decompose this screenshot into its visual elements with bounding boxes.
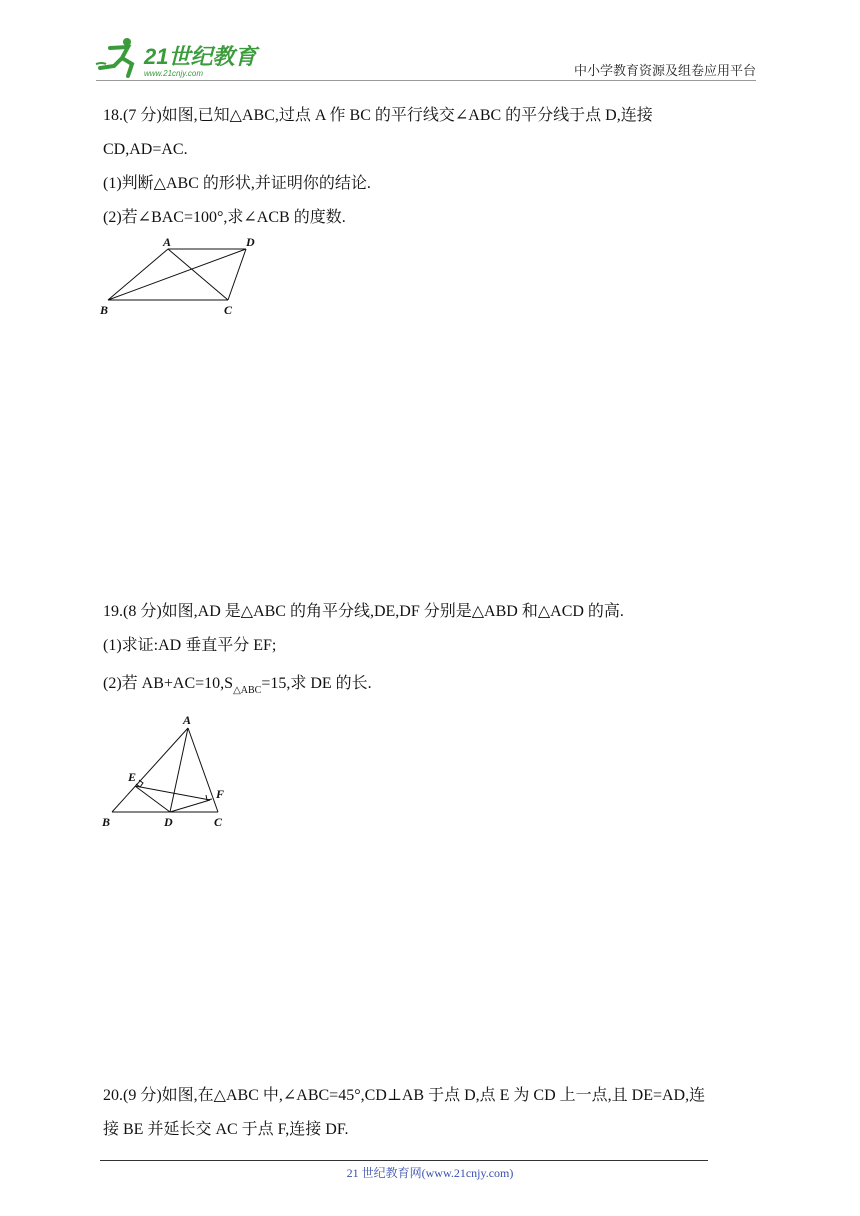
- label-a: A: [183, 713, 192, 727]
- footer-text: 21 世纪教育网(www.21cnjy.com): [346, 1166, 514, 1180]
- q18-figure: [96, 232, 266, 322]
- label-c: C: [224, 303, 233, 317]
- segment-ab: [112, 728, 188, 812]
- segment-ef: [135, 786, 210, 800]
- q19-stem: 19.(8 分)如图,AD 是△ABC 的角平分线,DE,DF 分别是△ABD 和△ACD 的高.: [103, 603, 624, 620]
- q20-stem-line1: 20.(9 分)如图,在△ABC 中,∠ABC=45°,CD⊥AB 于点 D,点 E 为 CD 上一点,且 DE=AD,连: [103, 1087, 706, 1104]
- q19-part2: [103, 674, 372, 701]
- right-angle-f-icon: [206, 795, 212, 800]
- q19-part1: (1)求证:AD 垂直平分 EF;: [103, 637, 277, 654]
- footer-divider: [100, 1160, 708, 1161]
- segment-ab: [108, 249, 168, 300]
- label-b: B: [100, 303, 109, 317]
- q20-stem-line2: 接 BE 并延长交 AC 于点 F,连接 DF.: [103, 1121, 349, 1138]
- q18-stem-line2: CD,AD=AC.: [103, 141, 188, 158]
- segment-ad: [170, 728, 188, 812]
- logo-text: 21世纪教育: [144, 44, 257, 69]
- q19-figure: [96, 708, 246, 832]
- logo-url: www.21cnjy.com: [144, 69, 203, 78]
- platform-name: 中小学教育资源及组卷应用平台: [573, 63, 756, 78]
- runner-logo-icon: [96, 38, 132, 76]
- label-a: A: [163, 235, 172, 249]
- q18-part1: (1)判断△ABC 的形状,并证明你的结论.: [103, 175, 371, 192]
- header-divider: [96, 80, 756, 81]
- q18-part2: (2)若∠BAC=100°,求∠ACB 的度数.: [103, 209, 346, 226]
- label-b: B: [102, 815, 111, 829]
- label-c: C: [214, 815, 223, 829]
- q18-stem-line1: 18.(7 分)如图,已知△ABC,过点 A 作 BC 的平行线交∠ABC 的平分线于点 D,连接: [103, 107, 653, 124]
- segment-df: [170, 800, 210, 812]
- label-d: D: [246, 235, 255, 249]
- q19-part2-text-b: =15,求 DE 的长.: [261, 675, 372, 692]
- label-e: E: [128, 770, 137, 784]
- label-d: D: [164, 815, 173, 829]
- segment-cd: [228, 249, 246, 300]
- segment-ac: [188, 728, 218, 812]
- q19-part2-text-a: (2)若 AB+AC=10,S: [103, 675, 234, 692]
- label-f: F: [216, 787, 225, 801]
- segment-de: [135, 786, 170, 812]
- q19-part2-subscript: △ABC: [233, 685, 262, 696]
- site-logo: [92, 34, 262, 80]
